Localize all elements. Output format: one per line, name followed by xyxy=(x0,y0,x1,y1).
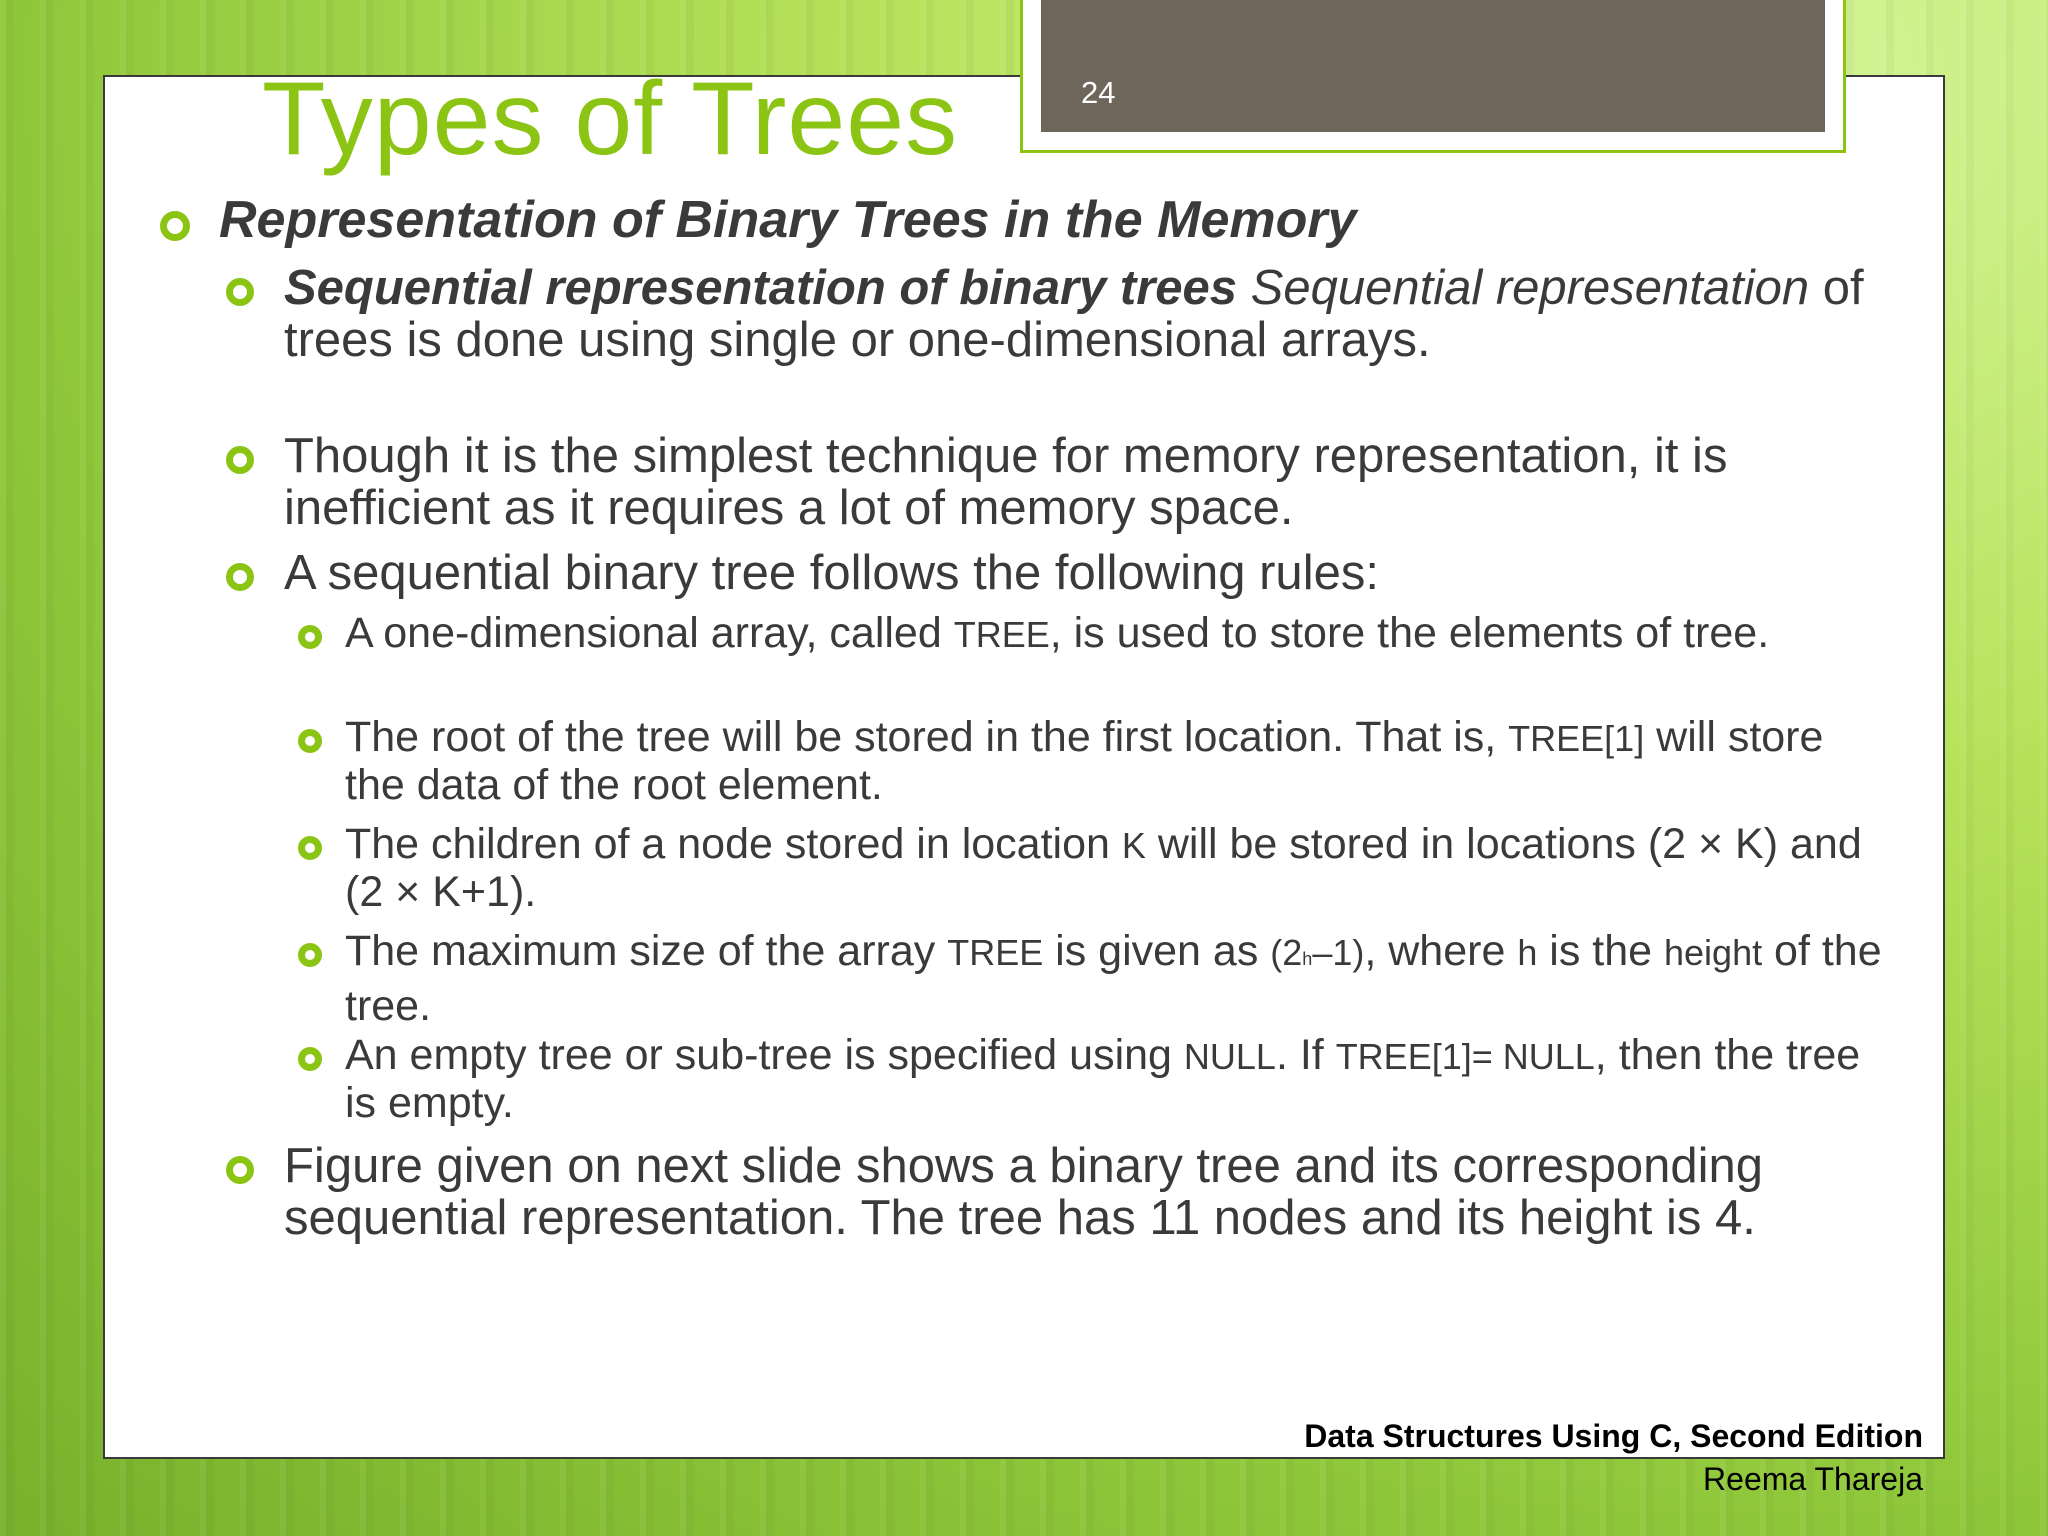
bullet-icon xyxy=(226,278,254,306)
formula-exponent: h xyxy=(1302,949,1313,969)
formula-base: (2 xyxy=(1270,932,1303,973)
rule-root-location xyxy=(345,714,1885,809)
code-term: NULL xyxy=(1183,1036,1276,1077)
code-term: TREE[1] xyxy=(1508,718,1645,759)
rule-tree-array xyxy=(345,610,1885,658)
bullet-icon xyxy=(226,1156,254,1184)
formula xyxy=(1270,932,1364,973)
bullet-icon xyxy=(298,729,322,753)
rule-empty-tree xyxy=(345,1032,1885,1127)
bullet-icon xyxy=(226,446,254,474)
code-term: TREE[1]= NULL xyxy=(1335,1036,1595,1077)
rule-text: A one-dimensional array, called xyxy=(345,609,954,657)
code-term: TREE xyxy=(947,932,1044,973)
rule-text: An empty tree or sub-tree is specified using xyxy=(345,1031,1184,1079)
code-term: height xyxy=(1664,932,1763,973)
bullet-representation-heading: Representation of Binary Trees in the Memory xyxy=(219,191,1357,249)
footer-author: Reema Thareja xyxy=(1703,1461,1923,1497)
rule-text: is given as xyxy=(1043,927,1271,975)
bullet-text: of trees is done using single or one-dimensional arrays. xyxy=(284,261,1864,367)
rule-text: will be stored in locations (2 × K) and (2 × K+1). xyxy=(345,820,1862,916)
bullet-icon xyxy=(298,1047,322,1071)
bullet-icon xyxy=(298,836,322,860)
bullet-icon xyxy=(298,943,322,967)
rule-text: The maximum size of the array xyxy=(345,927,948,975)
footer-book-title: Data Structures Using C, Second Edition xyxy=(1304,1418,1923,1454)
rule-text: . If xyxy=(1275,1031,1336,1079)
bullet-sequential-representation xyxy=(284,262,1904,366)
bullet-icon xyxy=(160,211,190,241)
slide-title: Types of Trees xyxy=(262,61,959,177)
rule-text: will store the data of the root element. xyxy=(345,713,1824,809)
rule-text: of the tree. xyxy=(345,927,1882,1030)
slide-number: 24 xyxy=(1081,75,1116,110)
code-term: TREE xyxy=(953,614,1050,655)
bold-term: Sequential representation of binary trees xyxy=(284,261,1238,315)
rule-text: , where xyxy=(1364,927,1518,975)
rule-maximum-size xyxy=(345,928,1885,1030)
rule-text: is the xyxy=(1537,927,1665,975)
code-term: K xyxy=(1121,825,1146,866)
code-term: h xyxy=(1517,932,1538,973)
rule-text: The root of the tree will be stored in the first location. That is, xyxy=(345,713,1509,761)
bullet-icon xyxy=(226,563,254,591)
italic-term: Sequential representation xyxy=(1250,261,1810,315)
bullet-rules-intro: A sequential binary tree follows the following rules: xyxy=(284,546,1379,600)
bullet-icon xyxy=(298,625,322,649)
rule-children-locations xyxy=(345,821,1885,916)
bullet-simplest-technique: Though it is the simplest technique for memory representation, it is inefficient as it requires a lot of memory space. xyxy=(284,429,1728,535)
rule-text: , is used to store the elements of tree. xyxy=(1049,609,1770,657)
formula-tail: –1) xyxy=(1312,932,1365,973)
rule-text: , then the tree is empty. xyxy=(345,1031,1861,1127)
rule-text: The children of a node stored in location xyxy=(345,820,1122,868)
bullet-figure-note: Figure given on next slide shows a binary tree and its corresponding sequential representation. The tree has 11 nodes and its height is 4. xyxy=(284,1139,1763,1245)
